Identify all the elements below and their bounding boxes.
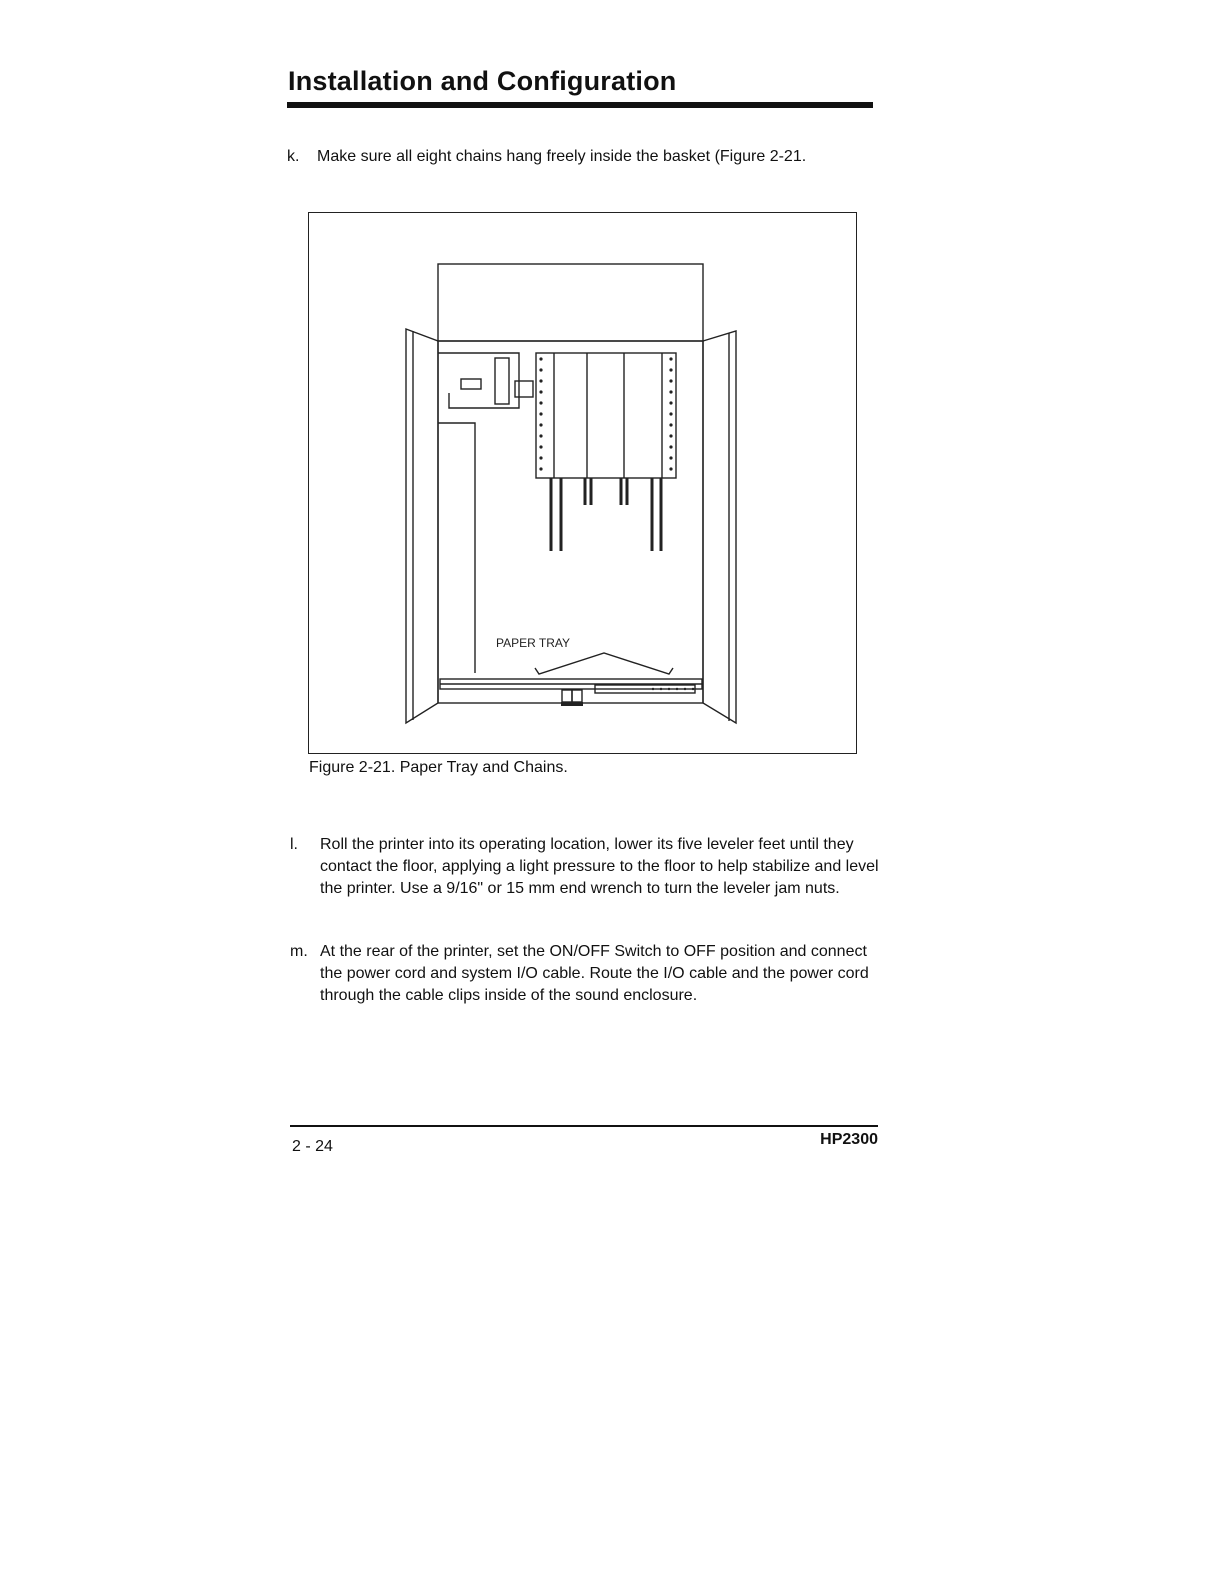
step-l-marker: l. bbox=[290, 836, 298, 853]
step-l-text: Roll the printer into its operating location, lower its five leveler feet until they contact the floor, applying a light pressure to the floor to help stabilize and level the printer. Use a 9/16" or 15 mm end wrench to turn the leveler jam nuts. bbox=[320, 836, 879, 897]
cabinet-body bbox=[438, 341, 703, 703]
right-door bbox=[703, 331, 736, 723]
step-k bbox=[287, 146, 857, 168]
paper-tray-chains-illustration bbox=[309, 213, 858, 755]
chain-basket bbox=[536, 353, 676, 478]
step-m-marker: m. bbox=[290, 943, 308, 960]
footer-rule bbox=[290, 1125, 878, 1127]
page-title: Installation and Configuration bbox=[288, 66, 677, 96]
page-number: 2 - 24 bbox=[292, 1138, 333, 1155]
step-m bbox=[290, 941, 880, 1007]
step-l bbox=[290, 834, 880, 900]
step-m-text: At the rear of the printer, set the ON/OFF Switch to OFF position and connect the power cord and system I/O cable. Route the I/O cable and the power cord through the cable clips inside of the sound enclosure. bbox=[320, 943, 869, 1004]
document-id: HP2300 bbox=[820, 1131, 878, 1148]
step-k-text: Make sure all eight chains hang freely inside the basket (Figure 2-21. bbox=[317, 148, 807, 165]
hanging-chains bbox=[551, 478, 661, 551]
figure-caption: Figure 2-21. Paper Tray and Chains. bbox=[309, 759, 568, 776]
figure-frame bbox=[308, 212, 857, 754]
paper-tray-label: PAPER TRAY bbox=[496, 636, 571, 650]
left-door bbox=[406, 329, 438, 723]
title-rule bbox=[287, 102, 873, 108]
printer-top-cover bbox=[438, 264, 703, 341]
step-k-marker: k. bbox=[287, 148, 300, 165]
